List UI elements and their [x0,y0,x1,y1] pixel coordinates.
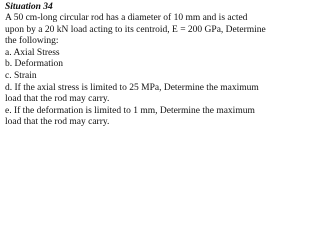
problem-statement-line-3: the following: [5,36,59,47]
item-e-line-2: load that the rod may carry. [5,117,110,128]
situation-title: Situation 34 [5,2,53,12]
item-d-line-1: d. If the axial stress is limited to 25 MPa, Determine the maximum [5,82,259,93]
item-b-deformation: b. Deformation [5,59,64,70]
item-a-axial-stress: a. Axial Stress [5,47,60,58]
item-d-line-2: load that the rod may carry. [5,94,110,105]
item-c-strain: c. Strain [5,70,37,81]
item-e-line-1: e. If the deformation is limited to 1 mm, Determine the maximum [5,105,255,116]
problem-statement-line-1: A 50 cm-long circular rod has a diameter of 10 mm and is acted [5,13,248,23]
problem-statement-line-2: upon by a 20 kN load acting to its centroid, E = 200 GPa, Determine [5,24,266,35]
